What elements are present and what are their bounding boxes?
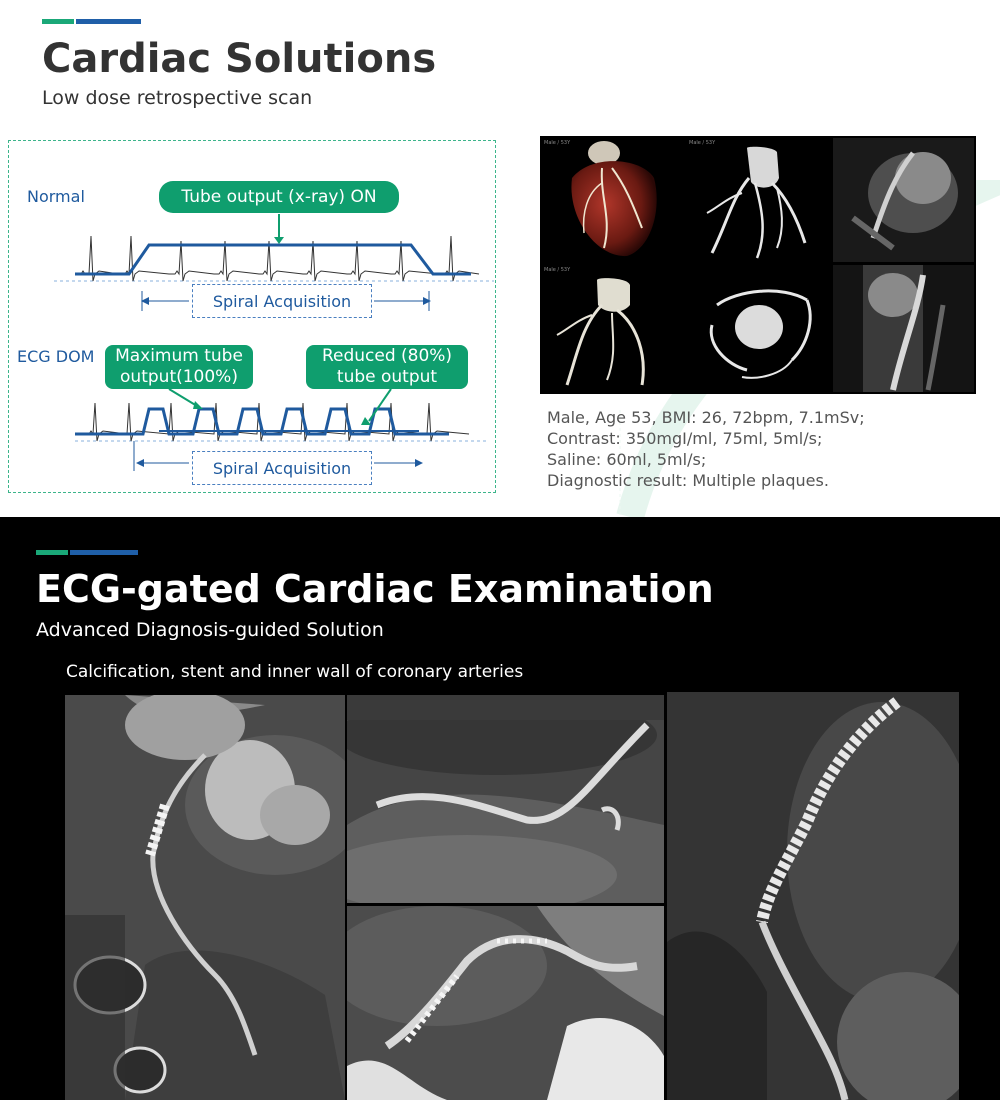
spiral-acquisition-box-ecgdom: Spiral Acquisition [192,451,372,485]
tube-on-badge: Tube output (x-ray) ON [159,181,399,213]
caption-line-1: Male, Age 53, BMI: 26, 72bpm, 7.1mSv; [547,408,865,427]
ct-cell-vessel-tree-ring [687,265,831,392]
cardiac-solutions-section [0,0,1000,517]
caption-line-2: Contrast: 350mgI/ml, 75ml, 5ml/s; [547,429,823,448]
ct-cell-vr-heart: Male / 53Y [542,138,685,262]
ecg-dom-label: ECG DOM [17,347,95,366]
normal-label: Normal [27,187,85,206]
ct-cell-curved-mpr [833,265,974,392]
caption-line-3: Saline: 60ml, 5ml/s; [547,450,707,469]
ct-cell-mpr-slice [833,138,974,262]
section-subtitle: Advanced Diagnosis-guided Solution [36,619,384,641]
reduced-tube-output-badge: Reduced (80%) tube output [306,345,468,389]
normal-ecg-trace [75,236,479,281]
max-tube-output-badge: Maximum tube output(100%) [105,345,253,389]
scan-section-label: Calcification, stent and inner wall of coronary arteries [66,662,524,682]
accent-bar-blue-2 [70,550,138,555]
ct-cell-vessel-tree: Male / 53Y [687,138,831,262]
page-title: Cardiac Solutions [42,36,437,82]
caption-line-4: Diagnostic result: Multiple plaques. [547,471,829,490]
ct-reconstruction-panel [540,136,976,394]
accent-bar-green [42,19,74,24]
ct-scan-calcification [65,695,345,1100]
ecg-gated-section [0,517,1000,1100]
dose-modulation-diagram [8,140,496,493]
case-caption [547,407,865,491]
ct-scan-inner-wall [347,695,664,903]
ct-scan-stent-longitudinal [667,692,959,1100]
page-subtitle: Low dose retrospective scan [42,87,313,109]
accent-bar-blue [76,19,141,24]
ct-cell-vessel-tree-lower: Male / 53Y [542,265,685,392]
spiral-acquisition-box-normal: Spiral Acquisition [192,284,372,318]
accent-bar-green-2 [36,550,68,555]
normal-tube-output [75,245,471,274]
ct-scan-stent-curve [347,906,664,1100]
section-title: ECG-gated Cardiac Examination [36,567,714,611]
